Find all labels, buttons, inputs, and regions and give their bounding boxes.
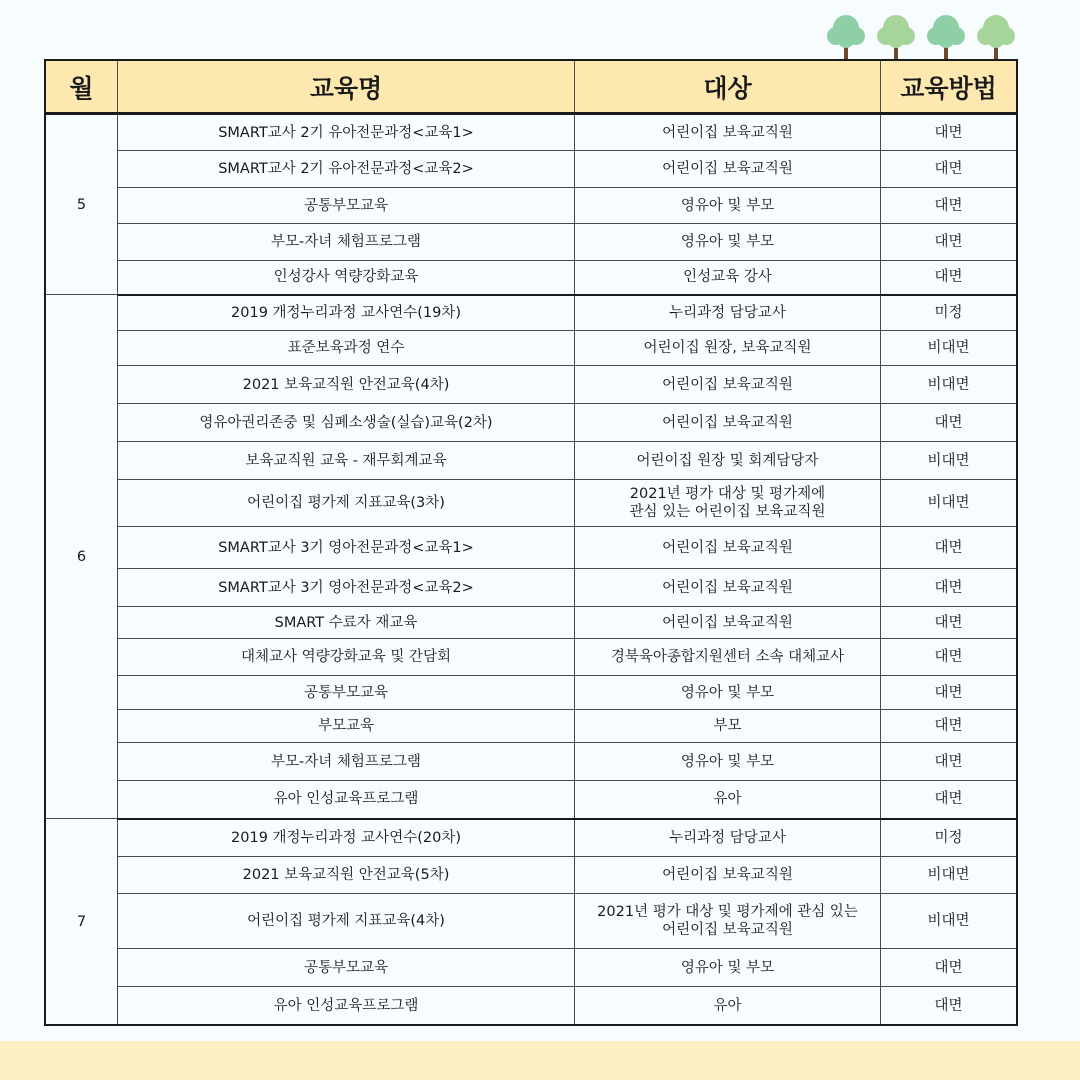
target-cell: 영유아 및 부모 xyxy=(575,676,881,710)
target-cell: 영유아 및 부모 xyxy=(575,743,881,781)
table-row xyxy=(46,607,1017,639)
target-cell: 어린이집 보육교직원 xyxy=(575,404,881,442)
method-cell: 대면 xyxy=(881,676,1017,710)
tree-icon xyxy=(876,14,916,62)
month-cell: 6 xyxy=(46,295,118,819)
target-cell: 영유아 및 부모 xyxy=(575,949,881,987)
program-cell: 부모교육 xyxy=(118,710,575,743)
target-cell: 어린이집 원장 및 회계담당자 xyxy=(575,442,881,480)
target-cell: 누리과정 담당교사 xyxy=(575,295,881,331)
target-cell: 어린이집 보육교직원 xyxy=(575,114,881,151)
tree-icon xyxy=(926,14,966,62)
table-row xyxy=(46,949,1017,987)
month-group-6 xyxy=(46,295,1017,819)
method-cell: 미정 xyxy=(881,819,1017,857)
target-line: 어린이집 보육교직원 xyxy=(662,922,793,938)
target-cell xyxy=(575,894,881,949)
table-row xyxy=(46,676,1017,710)
method-cell: 대면 xyxy=(881,710,1017,743)
table-row xyxy=(46,894,1017,949)
program-cell: 대체교사 역량강화교육 및 간담회 xyxy=(118,639,575,676)
method-cell: 대면 xyxy=(881,261,1017,295)
program-cell: 공통부모교육 xyxy=(118,949,575,987)
tree-decoration xyxy=(826,14,1016,62)
target-cell: 경북육아종합지원센터 소속 대체교사 xyxy=(575,639,881,676)
header-month: 월 xyxy=(46,61,118,114)
table-row xyxy=(46,331,1017,366)
target-cell: 인성교육 강사 xyxy=(575,261,881,295)
month-group-7 xyxy=(46,819,1017,1025)
method-cell: 대면 xyxy=(881,607,1017,639)
program-cell: 2019 개정누리과정 교사연수(19차) xyxy=(118,295,575,331)
target-cell: 어린이집 보육교직원 xyxy=(575,857,881,894)
header-program: 교육명 xyxy=(118,61,575,114)
method-cell: 비대면 xyxy=(881,857,1017,894)
method-cell: 대면 xyxy=(881,114,1017,151)
target-cell: 누리과정 담당교사 xyxy=(575,819,881,857)
method-cell: 미정 xyxy=(881,295,1017,331)
method-cell: 대면 xyxy=(881,527,1017,569)
program-cell: 유아 인성교육프로그램 xyxy=(118,987,575,1025)
program-cell: 보육교직원 교육 - 재무회계교육 xyxy=(118,442,575,480)
program-cell: 유아 인성교육프로그램 xyxy=(118,781,575,819)
method-cell: 대면 xyxy=(881,151,1017,188)
program-cell: 표준보육과정 연수 xyxy=(118,331,575,366)
footer-band xyxy=(0,1041,1080,1080)
target-cell: 영유아 및 부모 xyxy=(575,188,881,224)
target-cell: 어린이집 보육교직원 xyxy=(575,527,881,569)
program-cell: SMART교사 3기 영아전문과정<교육2> xyxy=(118,569,575,607)
method-cell: 대면 xyxy=(881,188,1017,224)
month-cell: 7 xyxy=(46,819,118,1025)
program-cell: 2021 보육교직원 안전교육(5차) xyxy=(118,857,575,894)
table-row xyxy=(46,114,1017,151)
table-row xyxy=(46,569,1017,607)
header-method: 교육방법 xyxy=(881,61,1017,114)
target-cell: 어린이집 보육교직원 xyxy=(575,366,881,404)
method-cell: 대면 xyxy=(881,743,1017,781)
table-row xyxy=(46,404,1017,442)
program-cell: 부모-자녀 체험프로그램 xyxy=(118,743,575,781)
method-cell: 비대면 xyxy=(881,480,1017,527)
target-cell: 어린이집 보육교직원 xyxy=(575,607,881,639)
program-cell: SMART교사 2기 유아전문과정<교육1> xyxy=(118,114,575,151)
target-cell: 유아 xyxy=(575,987,881,1025)
method-cell: 대면 xyxy=(881,781,1017,819)
header-target: 대상 xyxy=(575,61,881,114)
table-row xyxy=(46,151,1017,188)
program-cell: SMART교사 3기 영아전문과정<교육1> xyxy=(118,527,575,569)
table-row xyxy=(46,366,1017,404)
program-cell: SMART 수료자 재교육 xyxy=(118,607,575,639)
tree-icon xyxy=(976,14,1016,62)
table-row xyxy=(46,743,1017,781)
method-cell: 대면 xyxy=(881,639,1017,676)
table-row xyxy=(46,188,1017,224)
program-cell: 어린이집 평가제 지표교육(4차) xyxy=(118,894,575,949)
target-line: 관심 있는 어린이집 보육교직원 xyxy=(629,504,826,520)
program-cell: 2019 개정누리과정 교사연수(20차) xyxy=(118,819,575,857)
table-row xyxy=(46,442,1017,480)
method-cell: 대면 xyxy=(881,949,1017,987)
target-line: 2021년 평가 대상 및 평가제에 xyxy=(629,486,826,502)
education-schedule-table xyxy=(45,60,1017,1025)
month-cell: 5 xyxy=(46,114,118,295)
method-cell: 비대면 xyxy=(881,366,1017,404)
table-row xyxy=(46,987,1017,1025)
target-cell: 부모 xyxy=(575,710,881,743)
program-cell: 인성강사 역량강화교육 xyxy=(118,261,575,295)
program-cell: 어린이집 평가제 지표교육(3차) xyxy=(118,480,575,527)
target-cell: 영유아 및 부모 xyxy=(575,224,881,261)
target-cell: 어린이집 보육교직원 xyxy=(575,569,881,607)
method-cell: 비대면 xyxy=(881,331,1017,366)
method-cell: 대면 xyxy=(881,224,1017,261)
method-cell: 비대면 xyxy=(881,442,1017,480)
table-row xyxy=(46,857,1017,894)
method-cell: 대면 xyxy=(881,987,1017,1025)
target-cell: 유아 xyxy=(575,781,881,819)
program-cell: 부모-자녀 체험프로그램 xyxy=(118,224,575,261)
program-cell: 공통부모교육 xyxy=(118,676,575,710)
program-cell: SMART교사 2기 유아전문과정<교육2> xyxy=(118,151,575,188)
table-row xyxy=(46,527,1017,569)
table-row xyxy=(46,819,1017,857)
target-line: 2021년 평가 대상 및 평가제에 관심 있는 xyxy=(597,904,858,920)
target-cell xyxy=(575,480,881,527)
method-cell: 비대면 xyxy=(881,894,1017,949)
table-row xyxy=(46,639,1017,676)
tree-icon xyxy=(826,14,866,62)
method-cell: 대면 xyxy=(881,404,1017,442)
table-row xyxy=(46,781,1017,819)
month-group-5 xyxy=(46,114,1017,295)
method-cell: 대면 xyxy=(881,569,1017,607)
table-header xyxy=(46,61,1017,114)
program-cell: 영유아권리존중 및 심폐소생술(실습)교육(2차) xyxy=(118,404,575,442)
target-cell: 어린이집 원장, 보육교직원 xyxy=(575,331,881,366)
table-row xyxy=(46,261,1017,295)
table-row xyxy=(46,295,1017,331)
program-cell: 2021 보육교직원 안전교육(4차) xyxy=(118,366,575,404)
table-row xyxy=(46,480,1017,527)
table-row xyxy=(46,224,1017,261)
table-row xyxy=(46,710,1017,743)
program-cell: 공통부모교육 xyxy=(118,188,575,224)
target-cell: 어린이집 보육교직원 xyxy=(575,151,881,188)
